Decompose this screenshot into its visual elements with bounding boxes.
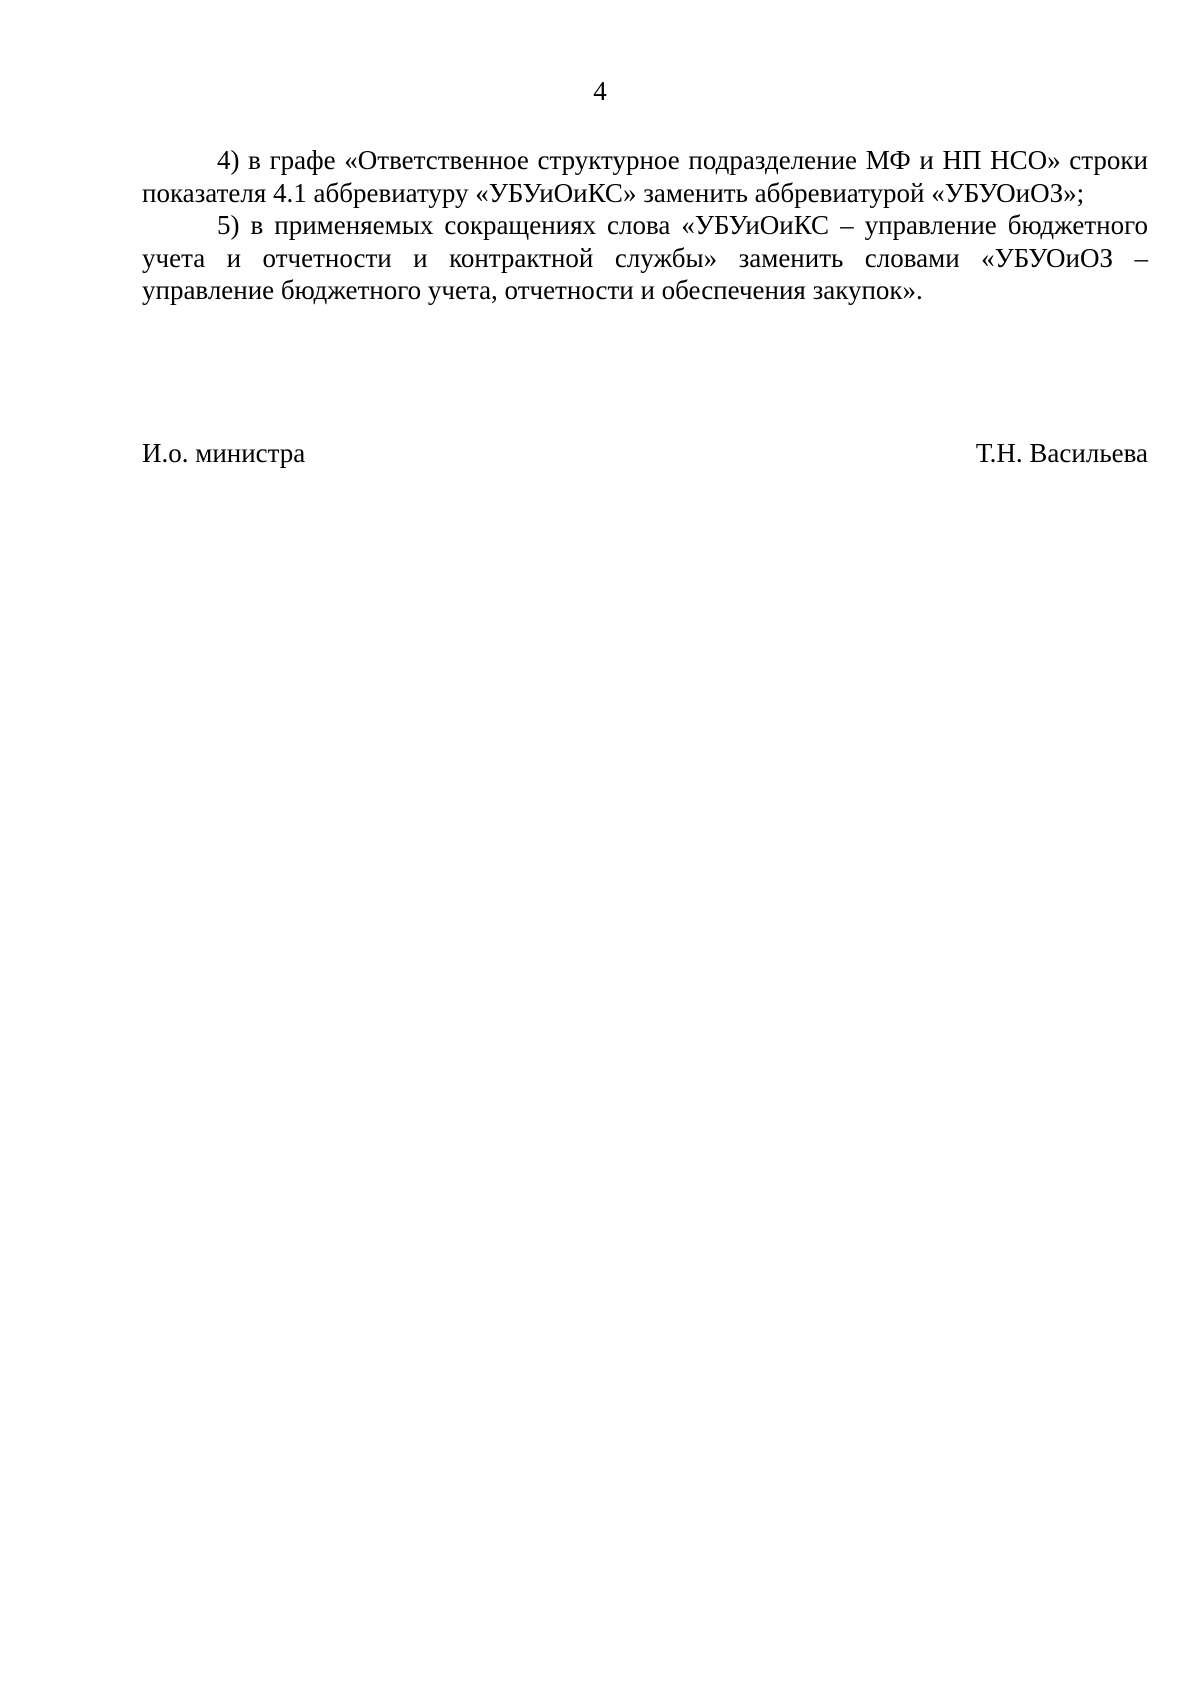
document-body [142, 144, 1148, 307]
signatory-name: Т.Н. Васильева [975, 438, 1148, 468]
signatory-position: И.о. министра [142, 438, 306, 468]
paragraph-item-4: 4) в графе «Ответственное структурное подразделение МФ и НП НСО» строки показателя 4.1 аббревиатуру «УБУиОиКС» заменить аббревиатурой «УБУОиОЗ»; [142, 145, 1148, 208]
signature-block [142, 437, 1148, 469]
paragraph-item-5: 5) в применяемых сокращениях слова «УБУиОиКС – управление бюджетного учета и отчетности и контрактной службы» заменить словами «УБУОиОЗ – управление бюджетного учета, отчетности и обеспечения закупок». [142, 210, 1148, 305]
page-number: 4 [593, 76, 607, 106]
